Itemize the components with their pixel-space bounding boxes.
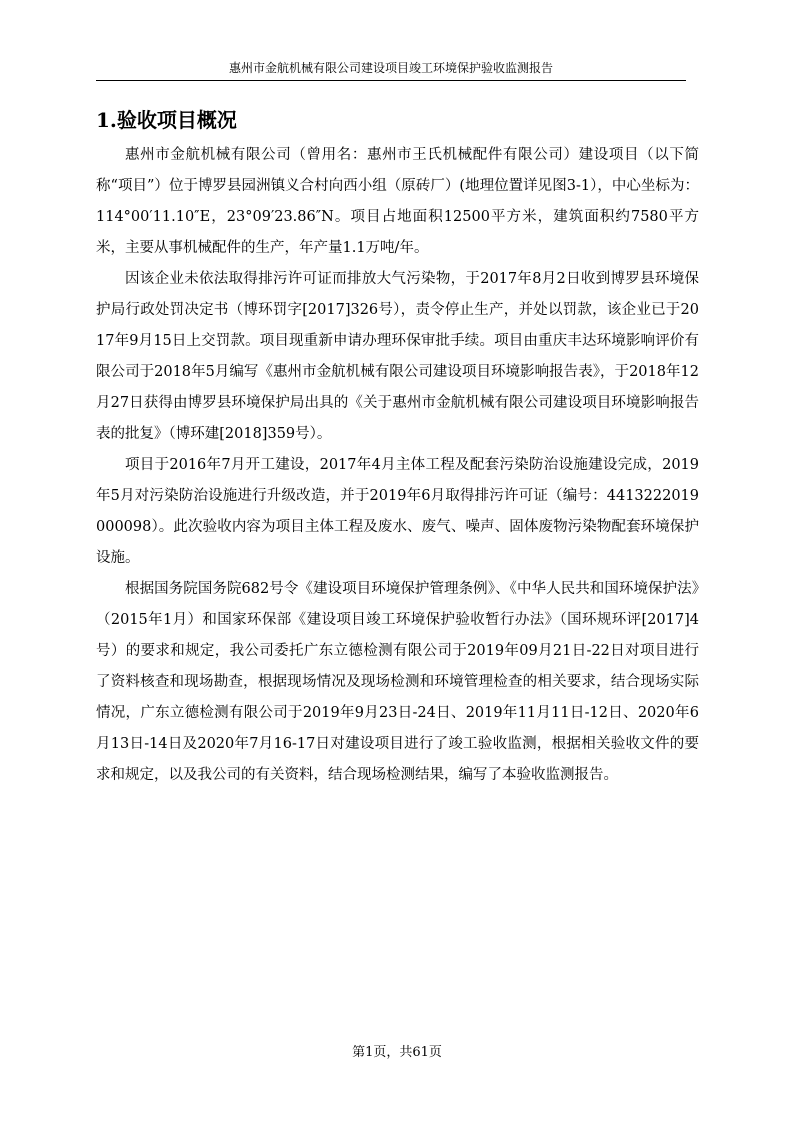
paragraph-project-location: 惠州市金航机械有限公司（曾用名：惠州市王氏机械配件有限公司）建设项目（以下简称“项目”）位于博罗县园洲镇义合村向西小组（原砖厂）(地理位置详见图3-1），中心坐标为：114°00′11.10″E，23°09′23.86″N。项目占地面积12500平方米，建筑面积约7580平方米，主要从事机械配件的生产，年产量1.1万吨/年。	[96, 147, 699, 256]
body-text	[96, 140, 699, 791]
header-rule	[96, 80, 686, 81]
paragraph-approval-history: 因该企业未依法取得排污许可证而排放大气污染物，于2017年8月2日收到博罗县环境保护局行政处罚决定书（博环罚字[2017]326号），责令停止生产，并处以罚款，该企业已于2017年9月15日上交罚款。项目现重新申请办理环保审批手续。项目由重庆丰达环境影响评价有限公司于2018年5月编写《惠州市金航机械有限公司建设项目环境影响报告表》，于2018年12月27日获得由博罗县环境保护局出具的《关于惠州市金航机械有限公司建设项目环境影响报告表的批复》（博环建[2018]359号）。	[96, 271, 699, 442]
page-header: 惠州市金航机械有限公司建设项目竣工环境保护验收监测报告	[228, 61, 553, 75]
section-title: 1.验收项目概况	[96, 108, 237, 132]
paragraph-acceptance-basis: 根据国务院国务院682号令《建设项目环境保护管理条例》、《中华人民共和国环境保护法》（2015年1月）和国家环保部《建设项目竣工环境保护验收暂行办法》（国环规环评[2017]4号）的要求和规定，我公司委托广东立德检测有限公司于2019年09月21日-22日对项目进行了资料核查和现场勘查，根据现场情况及现场检测和环境管理检查的相关要求，结合现场实际情况，广东立德检测有限公司于2019年9月23日-24日、2019年11月11日-12日、2020年6月13日-14日及2020年7月16-17日对建设项目进行了竣工验收监测，根据相关验收文件的要求和规定，以及我公司的有关资料，结合现场检测结果，编写了本验收监测报告。	[96, 581, 699, 783]
page-footer: 第1页，共61页	[352, 1045, 442, 1060]
paragraph-construction-timeline: 项目于2016年7月开工建设，2017年4月主体工程及配套污染防治设施建设完成，2019年5月对污染防治设施进行升级改造，并于2019年6月取得排污许可证（编号：4413222019000098）。此次验收内容为项目主体工程及废水、废气、噪声、固体废物污染物配套环境保护设施。	[96, 457, 699, 566]
